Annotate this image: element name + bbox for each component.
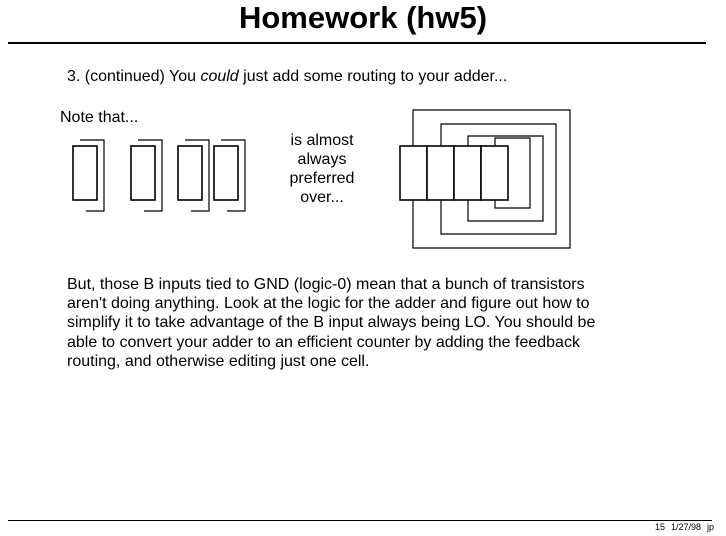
page-title: Homework (hw5): [238, 0, 488, 35]
separate-cell: [178, 140, 209, 211]
feedback-routing-diagram: [400, 110, 570, 248]
question-emphasis: could: [200, 68, 239, 85]
footer-date: 1/27/98: [670, 522, 701, 532]
comparison-line: over...: [300, 189, 344, 206]
adder-cell: [481, 146, 508, 200]
adder-cell: [454, 146, 481, 200]
page-footer: [655, 521, 714, 533]
paragraph-line: But, those B inputs tied to GND (logic-0) mean that a bunch of transistors: [67, 276, 585, 293]
footer-author: jp: [706, 522, 714, 532]
paragraph-line: aren't doing anything. Look at the logic for the adder and figure out how to: [67, 295, 590, 313]
paragraph-line: simplify it to take advantage of the B input always being LO. You should be: [67, 314, 596, 332]
footer-divider: [8, 520, 648, 521]
adder-cell: [427, 146, 454, 200]
separate-cell: [131, 140, 162, 211]
separate-cells-diagram: [73, 140, 245, 211]
body-paragraph: [67, 275, 707, 371]
paragraph-line: routing, and otherwise editing just one cell.: [67, 352, 370, 370]
note-label: Note that...: [60, 109, 139, 126]
separate-cell: [73, 140, 104, 211]
question-prefix: 3. (continued) You: [67, 68, 201, 85]
comparison-line: always: [297, 151, 347, 168]
paragraph-line: able to convert your adder to an efficient counter by adding the feedback: [67, 333, 580, 351]
comparison-line: is almost: [290, 132, 354, 149]
page-number: 15: [654, 522, 665, 532]
separate-cell: [214, 140, 245, 211]
question-suffix: just add some routing to your adder...: [238, 68, 508, 85]
adder-cell: [400, 146, 427, 200]
comparison-line: preferred: [289, 170, 355, 187]
